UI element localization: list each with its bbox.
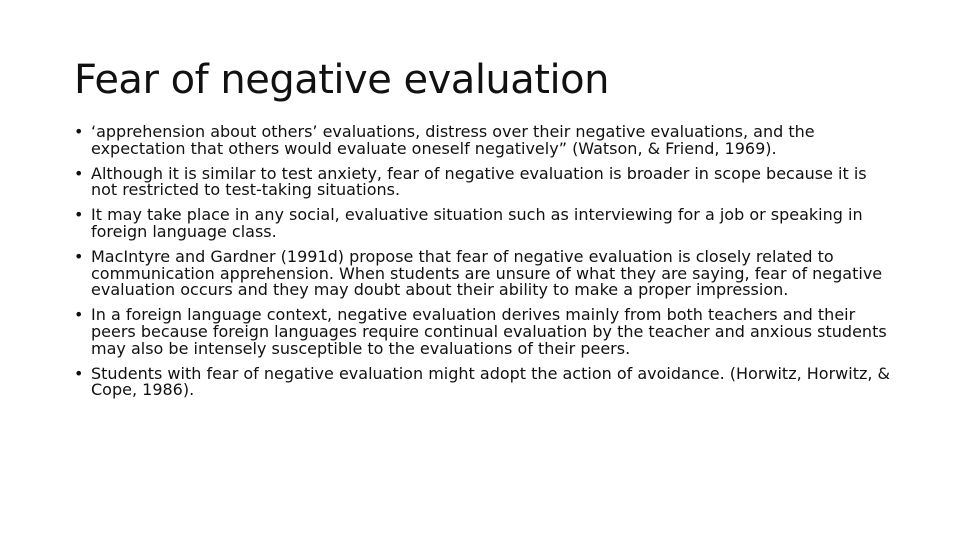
bullet-text: Students with fear of negative evaluation might adopt the action of avoidance. (Horwitz, Horwitz, & Cope, 1986).	[91, 363, 891, 400]
bullet-text: Although it is similar to test anxiety, fear of negative evaluation is broader in scope because it is not restricted to test-taking situations.	[91, 163, 867, 200]
bullet-dot-icon: •	[74, 363, 84, 383]
bullet-dot-icon: •	[74, 305, 84, 325]
bullet-item	[74, 363, 892, 400]
bullet-dot-icon: •	[74, 163, 84, 183]
bullet-dot-icon: •	[74, 205, 84, 225]
bullet-dot-icon: •	[74, 246, 84, 266]
bullet-dot-icon: •	[74, 122, 84, 141]
bullet-item	[74, 307, 892, 357]
bullet-item	[74, 163, 892, 200]
bullet-text: ‘apprehension about others’ evaluations, distress over their negative evaluations, and the expectation that others would evaluate oneself negatively” (Watson, & Friend, 1969).	[91, 122, 815, 158]
bullet-text: MacIntyre and Gardner (1991d) propose that fear of negative evaluation is closely related to communication apprehension. When students are unsure of what they are saying, fear of negative evaluation occurs and they may doubt about their ability to make a proper impression.	[91, 246, 883, 300]
bullet-item	[74, 124, 892, 158]
bullet-item	[74, 207, 892, 241]
bullet-list	[74, 124, 892, 399]
bullet-item	[74, 246, 892, 300]
bullet-text: In a foreign language context, negative evaluation derives mainly from both teachers and their peers because foreign languages require continual evaluation by the teacher and anxious students may also be intensely susceptible to the evaluations of their peers.	[91, 305, 887, 358]
bullet-text: It may take place in any social, evaluative situation such as interviewing for a job or speaking in foreign language class.	[91, 205, 863, 241]
slide-title: Fear of negative evaluation	[74, 57, 609, 103]
